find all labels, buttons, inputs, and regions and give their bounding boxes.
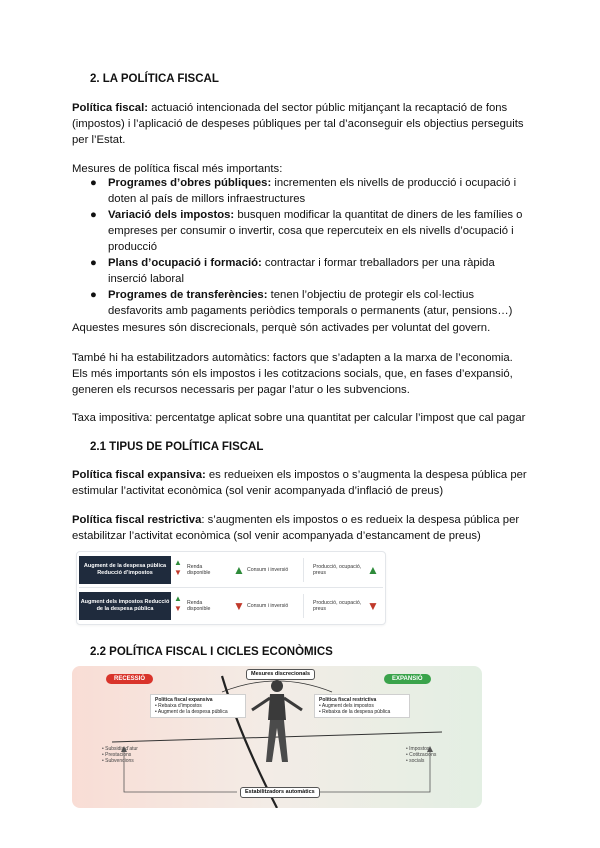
- arrow-down-icon: ▼: [174, 568, 182, 577]
- table-row: [77, 590, 385, 622]
- arrow-up-icon: ▲: [174, 558, 182, 567]
- arrow-up-icon: ▲: [367, 562, 379, 577]
- table-cell: Renda disponible: [187, 563, 211, 576]
- arrow-up-icon: ▲: [233, 562, 245, 577]
- bullet-icon: ●: [90, 209, 97, 221]
- expansion-stabilizers-list: [406, 746, 436, 764]
- fiscal-policy-table: [76, 551, 386, 625]
- automatic-stabilizers-label: Estabilitzadors automàtics: [240, 787, 320, 798]
- box-item: • Augment dels impostos: [319, 703, 374, 709]
- box-title: Política fiscal restrictiva: [319, 697, 377, 703]
- measures-intro: Mesures de política fiscal més importants:: [72, 163, 283, 175]
- table-cell: Consum i inversió: [247, 602, 289, 609]
- economic-cycle-diagram: [72, 666, 482, 808]
- expansive-text: es redueixen els impostos o s’augmenta la despesa pública per estimular l’activitat econòmica (sol venir acompanyada d’inflació de preus): [72, 469, 527, 497]
- list-item: • Prestacions: [102, 752, 132, 758]
- arrow-down-icon: ▼: [233, 598, 245, 613]
- bullet-icon: ●: [90, 289, 97, 301]
- box-title: Política fiscal expansiva: [155, 697, 213, 703]
- bullet-icon: ●: [90, 177, 97, 189]
- arrow-down-icon: ▼: [367, 598, 379, 613]
- table-row: [77, 554, 385, 586]
- expansive-term: Política fiscal expansiva:: [72, 469, 206, 481]
- list-item: [72, 287, 528, 319]
- restrictive-paragraph: [72, 512, 528, 544]
- measure-text: incrementen els nivells de producció i ocupació i doten al país de millors infraestructures: [108, 177, 517, 205]
- definition-paragraph: [72, 100, 528, 148]
- restrictive-text: : s’augmenten els impostos o es redueix la despesa pública per estabilitzar l’activitat econòmica (sol venir acompanyada d’estancament de preus): [72, 514, 520, 542]
- subsection-title-1: 2.1 TIPUS DE POLÍTICA FISCAL: [90, 441, 264, 453]
- box-item: • Rebaixa de la despesa pública: [319, 709, 391, 715]
- tax-rate-paragraph: Taxa impositiva: percentatge aplicat sobre una quantitat per calcular l’impost que cal pagar: [72, 412, 526, 424]
- arrow-down-icon: ▼: [174, 604, 182, 613]
- expansive-paragraph: [72, 467, 528, 499]
- restrictive-policy-box: [314, 694, 410, 718]
- arrow-up-icon: ▲: [174, 594, 182, 603]
- table-cell: Consum i inversió: [247, 566, 289, 573]
- box-item: • Augment de la despesa pública: [155, 709, 228, 715]
- measure-term: Programes de transferències:: [108, 289, 268, 301]
- discretionary-paragraph: Aquestes mesures són discrecionals, perquè són activades per voluntat del govern.: [72, 322, 491, 334]
- table-cell: Producció, ocupació, preus: [313, 563, 362, 576]
- measure-term: Programes d’obres públiques:: [108, 177, 272, 189]
- expansive-policy-box: [150, 694, 246, 718]
- table-row-header: Augment dels impostos Reducció de la despesa pública: [79, 592, 171, 620]
- recession-badge: RECESSIÓ: [106, 674, 153, 684]
- list-item: [72, 175, 528, 207]
- box-item: • Rebaixa d’impostos: [155, 703, 202, 709]
- list-item: • Subsidis d’atur: [102, 746, 138, 752]
- table-cell: Renda disponible: [187, 599, 211, 612]
- list-item: • Impostos: [406, 746, 430, 752]
- list-item: • socials: [406, 758, 425, 764]
- expansion-badge: EXPANSIÓ: [384, 674, 431, 684]
- discretionary-measures-label: Mesures discrecionals: [246, 669, 315, 680]
- stabilizers-paragraph: També hi ha estabilitzadors automàtics: factors que s’adapten a la marxa de l’economia. Els més importants són els impostos i les cotitzacions socials, que, en fases d’expansió, generen els recursos necessaris per pagar l’atur o les subvencions.: [72, 352, 513, 396]
- recession-stabilizers-list: [102, 746, 138, 764]
- measure-text: tenen l’objectiu de protegir els col·lectius desfavorits amb pagaments periòdics temporals o permanents (atur, pensions…): [108, 289, 513, 317]
- measure-text: contractar i formar treballadors per una ràpida inserció laboral: [108, 257, 495, 285]
- list-item: • Subvencions: [102, 758, 134, 764]
- measure-term: Plans d’ocupació i formació:: [108, 257, 262, 269]
- list-item: [72, 207, 528, 255]
- table-cell: Producció, ocupació, preus: [313, 599, 362, 612]
- measures-list: [72, 175, 528, 319]
- subsection-title-2: 2.2 POLÍTICA FISCAL I CICLES ECONÒMICS: [90, 646, 333, 658]
- list-item: • Cotitzacions: [406, 752, 437, 758]
- definition-term: Política fiscal:: [72, 102, 148, 114]
- table-row-header: Augment de la despesa pública Reducció d’impostos: [79, 556, 171, 584]
- measure-term: Variació dels impostos:: [108, 209, 235, 221]
- restrictive-term: Política fiscal restrictiva: [72, 514, 202, 526]
- list-item: [72, 255, 528, 287]
- definition-text: actuació intencionada del sector públic mitjançant la recaptació de fons (impostos) i l’aplicació de despeses públiques per tal d’aconseguir els objectius perseguits per l’Estat.: [72, 102, 524, 146]
- measure-text: busquen modificar la quantitat de diners de les famílies o empreses per consumir o invertir, cosa que repercuteix en els nivells d’ocupació i producció: [108, 209, 523, 253]
- section-title: 2. LA POLÍTICA FISCAL: [90, 73, 219, 85]
- bullet-icon: ●: [90, 257, 97, 269]
